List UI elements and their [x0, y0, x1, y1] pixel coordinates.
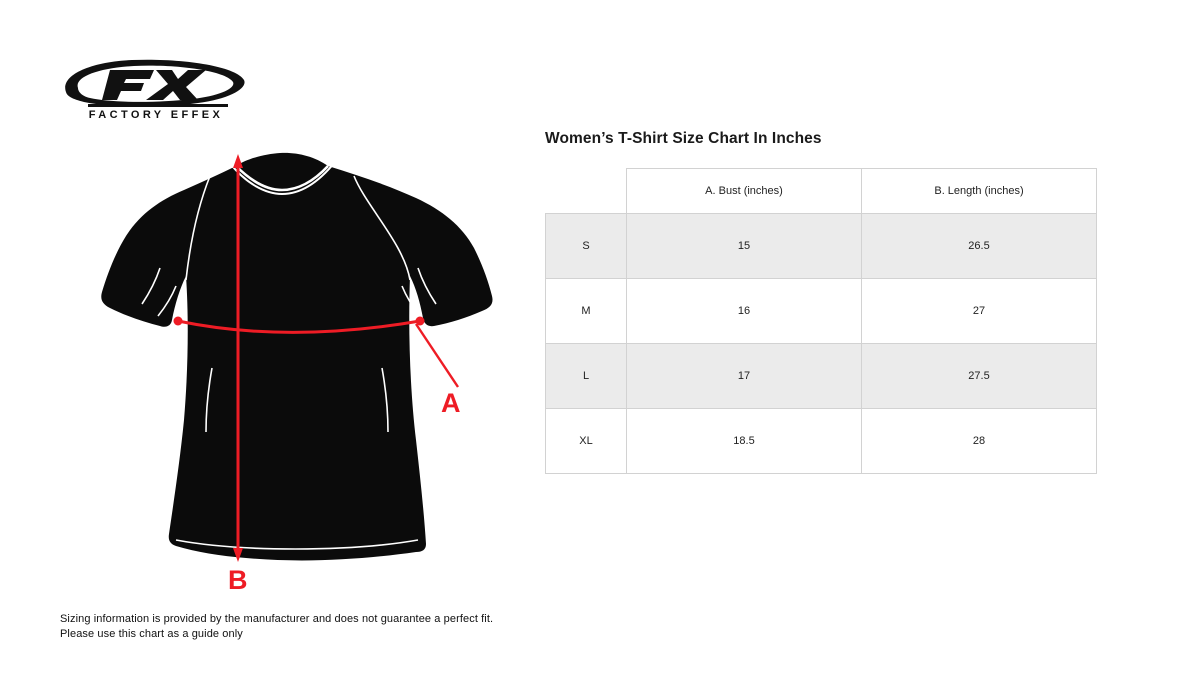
label-a: A	[441, 388, 461, 418]
table-row	[546, 344, 1097, 409]
cell-bust: 17	[627, 344, 862, 409]
cell-length: 27.5	[862, 344, 1097, 409]
logo-wordmark: FACTORY EFFEX	[88, 109, 224, 121]
cell-length: 28	[862, 409, 1097, 474]
factory-effex-logo	[58, 52, 248, 122]
size-chart-panel	[545, 130, 1097, 474]
cell-bust: 15	[627, 214, 862, 279]
column-header-bust: A. Bust (inches)	[627, 169, 862, 214]
cell-size: L	[546, 344, 627, 409]
disclaimer-line-1: Sizing information is provided by the manufacturer and does not guarantee a perfect fit.	[60, 613, 494, 625]
table-body	[546, 214, 1097, 474]
cell-length: 27	[862, 279, 1097, 344]
tshirt-graphic	[60, 140, 520, 600]
page-title: Women’s T-Shirt Size Chart In Inches	[545, 130, 822, 147]
table-header	[546, 169, 1097, 214]
cell-bust: 18.5	[627, 409, 862, 474]
table-row	[546, 214, 1097, 279]
cell-size: S	[546, 214, 627, 279]
cell-bust: 16	[627, 279, 862, 344]
table-row	[546, 279, 1097, 344]
column-header-size	[546, 169, 627, 214]
cell-length: 26.5	[862, 214, 1097, 279]
table-row	[546, 409, 1097, 474]
column-header-length: B. Length (inches)	[862, 169, 1097, 214]
tshirt-silhouette	[101, 153, 492, 561]
disclaimer-text	[60, 612, 494, 642]
logo-bar-top	[88, 104, 228, 107]
size-chart-table	[545, 168, 1097, 474]
disclaimer-line-2: Please use this chart as a guide only	[60, 628, 243, 640]
tshirt-diagram	[60, 140, 520, 600]
cell-size: XL	[546, 409, 627, 474]
logo-graphic	[58, 52, 248, 122]
label-b: B	[228, 565, 248, 595]
table-header-row	[546, 169, 1097, 214]
cell-size: M	[546, 279, 627, 344]
